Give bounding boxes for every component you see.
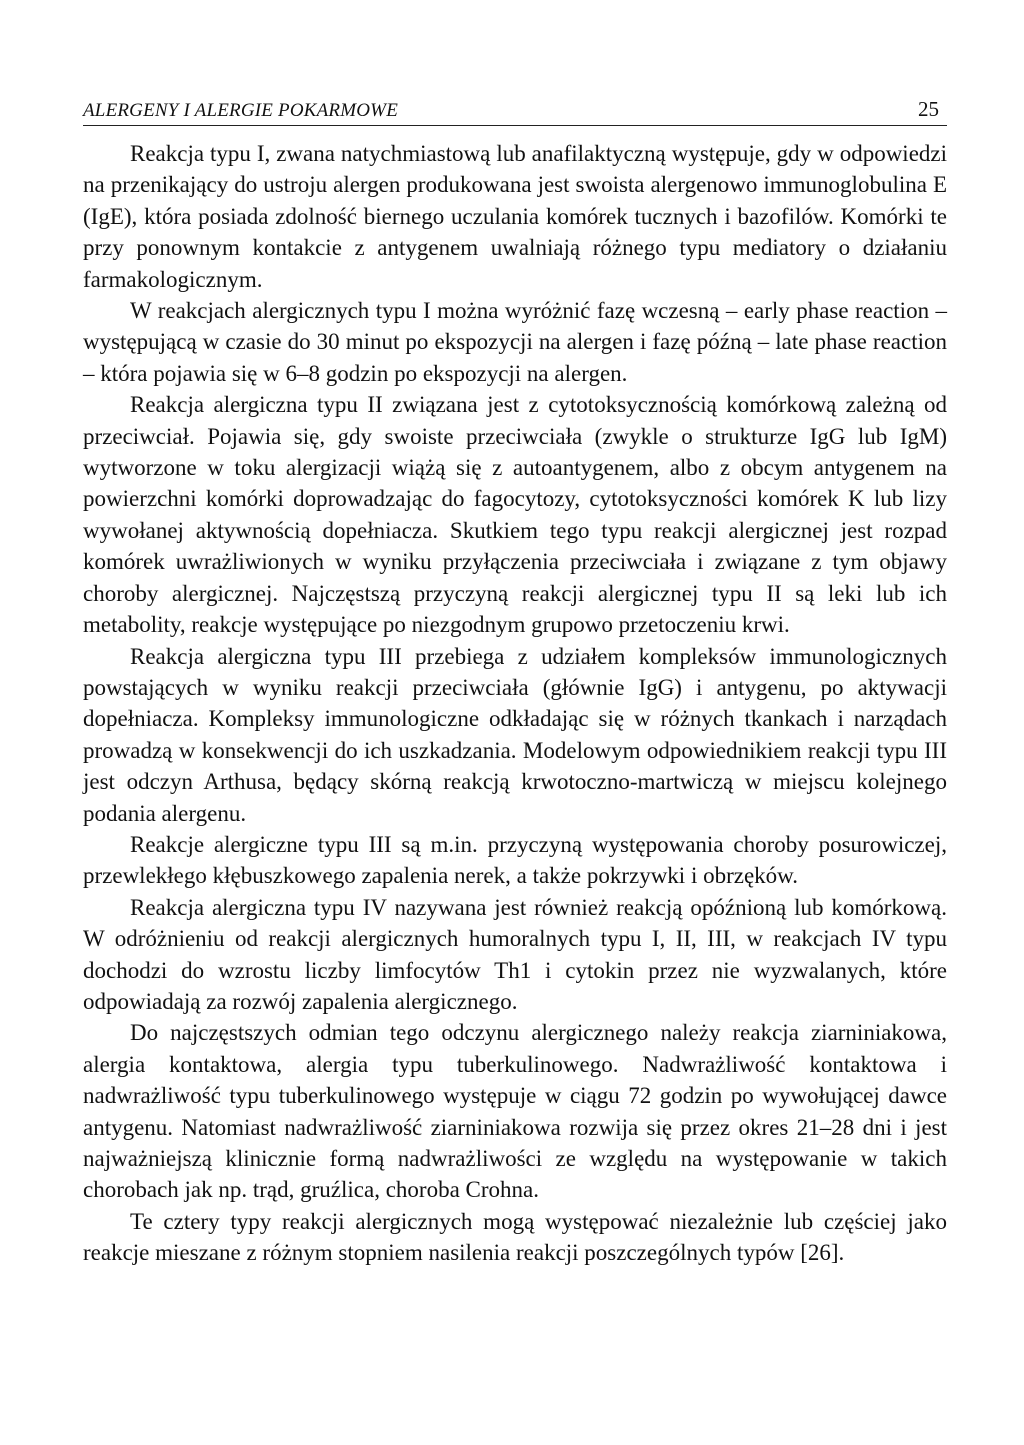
paragraph-mixed-reactions: Te cztery typy reakcji alergicznych mogą występować niezależnie lub częściej jako reakcje mieszane z różnym stopniem nasilenia reakcji poszczególnych typów [26]. — [83, 1208, 947, 1266]
paragraph-type-4-variants: Do najczęstszych odmian tego odczynu alergicznego należy reakcja ziarniniakowa, alergia kontaktowa, alergia typu tuberkulinowego. Nadwrażliwość kontaktowa i nadwrażliwość typu tuberkulinowego występuje w ciągu 72 godzin po wywołującej dawce antygenu. Natomiast nadwrażliwość ziarniniakowa rozwija się przez okres 21–28 dni i jest najważniejszą klinicznie formą nadwrażliwości ze względu na występowanie w takich chorobach jak np. trąd, gruźlica, choroba Crohna. — [83, 1020, 947, 1203]
running-header — [83, 94, 947, 126]
body-text — [83, 138, 947, 1269]
document-page — [83, 94, 947, 1269]
paragraph-type-3: Reakcja alergiczna typu III przebiega z udziałem kompleksów immunologicznych powstających w wyniku reakcji przeciwciała (głównie IgG) i antygenu, po aktywacji dopełniacza. Kompleksy immunologiczne odkładając się w różnych tkankach i narządach prowadzą w konsekwencji do ich uszkadzania. Modelowym odpowiednikiem reakcji typu III jest odczyn Arthusa, będący skórną reakcją krwotoczno-martwiczą w miejscu kolejnego podania alergenu. — [83, 643, 947, 826]
paragraph-type-3-diseases: Reakcje alergiczne typu III są m.in. przyczyną występowania choroby posurowiczej, przewlekłego kłębuszkowego zapalenia nerek, a także pokrzywki i obrzęków. — [83, 831, 947, 889]
paragraph-type-1: Reakcja typu I, zwana natychmiastową lub anafilaktyczną występuje, gdy w odpowiedzi na przenikający do ustroju alergen produkowana jest swoista alergenowo immunoglobulina E (IgE), która posiada zdolność biernego uczulania komórek tucznych i bazofilów. Komórki te przy ponownym kontakcie z antygenem uwalniają różnego typu mediatory o działaniu farmakologicznym. — [83, 141, 947, 292]
paragraph-type-4: Reakcja alergiczna typu IV nazywana jest również reakcją opóźnioną lub komórkową. W odróżnieniu od reakcji alergicznych humoralnych typu I, II, III, w reakcjach IV typu dochodzi do wzrostu liczby limfocytów Th1 i cytokin przez nie wyzwalanych, które odpowiadają za rozwój zapalenia alergicznego. — [83, 894, 947, 1014]
paragraph-type-2: Reakcja alergiczna typu II związana jest z cytotoksycznością komórkową zależną od przeciwciał. Pojawia się, gdy swoiste przeciwciała (zwykle o strukturze IgG lub IgM) wytworzone w toku alergizacji wiążą się z autoantygenem, albo z obcym antygenem na powierzchni komórki doprowadzając do fagocytozy, cytotoksyczności komórek K lub lizy wywołanej aktywnością dopełniacza. Skutkiem tego typu reakcji alergicznej jest rozpad komórek uwrażliwionych w wyniku przyłączenia przeciwciała i związane z tym objawy choroby alergicznej. Najczęstszą przyczyną reakcji alergicznej typu II są leki lub ich metabolity, reakcje występujące po niezgodnym grupowo przetoczeniu krwi. — [83, 392, 947, 638]
running-title: ALERGENY I ALERGIE POKARMOWE — [83, 100, 399, 121]
paragraph-phases: W reakcjach alergicznych typu I można wyróżnić fazę wczesną – early phase reaction – występującą w czasie do 30 minut po ekspozycji na alergen i fazę późną – late phase reaction – która pojawia się w 6–8 godzin po ekspozycji na alergen. — [83, 298, 947, 386]
page-number: 25 — [918, 97, 939, 121]
